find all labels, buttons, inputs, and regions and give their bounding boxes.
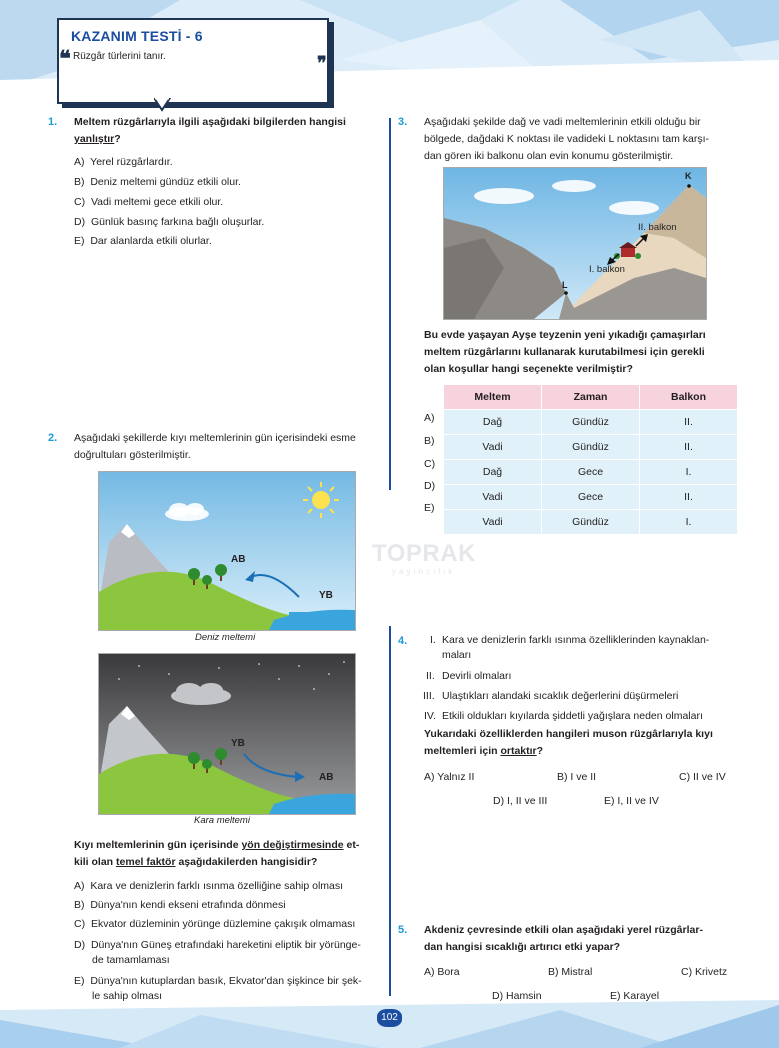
row-letter-c: C) — [424, 458, 436, 470]
item-text: Ulaştıkları alandaki sıcaklık değerlerini düşürmeleri — [442, 690, 679, 702]
row-letter-e: E) — [424, 502, 435, 514]
option-a[interactable]: A) Bora — [424, 966, 460, 978]
balcony-2-label: II. balkon — [638, 222, 677, 233]
table-row[interactable]: Vadi Gündüz II. — [444, 435, 738, 460]
option-a[interactable]: A) Kara ve denizlerin farklı ısınma özelliğine sahip olması — [74, 880, 344, 892]
balcony-1-label: I. balkon — [589, 264, 625, 275]
low-pressure-label: YB — [231, 738, 245, 749]
point-l-label: L — [562, 280, 568, 290]
row-letter-b: B) — [424, 435, 435, 447]
option-d[interactable]: D) I, II ve III — [493, 795, 548, 807]
option-e[interactable]: E) Karayel — [610, 990, 660, 1002]
table-header: Zaman — [542, 385, 640, 410]
wind-arrow-icon — [99, 654, 355, 814]
page-number: 102 — [377, 1009, 402, 1027]
answer-table — [443, 384, 738, 535]
table-row[interactable]: Vadi Gece II. — [444, 485, 738, 510]
item-text: Kara ve denizlerin farklı ısınma özelliklerinden kaynaklan- maları — [442, 634, 710, 661]
question-stem: Meltem rüzgârlarıyla ilgili aşağıdaki bilgilerden hangisi — [74, 116, 346, 128]
question-stem-emphasis: yanlıştır — [74, 133, 115, 145]
option-d[interactable]: D) Hamsin — [492, 990, 542, 1002]
column-divider — [389, 626, 391, 996]
wind-arrow-icon — [99, 472, 355, 630]
option-c[interactable]: C) II ve IV — [679, 771, 726, 783]
low-pressure-label: YB — [319, 590, 333, 601]
question-intro: Aşağıdaki şekillerde kıyı meltemlerinin gün içerisindeki esme — [74, 432, 356, 444]
item-text: Etkili oldukları kıyılarda şiddetli yağışlara neden olmaları — [442, 710, 703, 722]
item-text: Devirli olmaları — [442, 670, 512, 682]
test-title: KAZANIM TESTİ - 6 — [71, 28, 203, 44]
speech-tail-icon — [154, 98, 174, 112]
row-letter-a: A) — [424, 412, 435, 424]
roman-numeral: II. — [426, 670, 435, 682]
test-subtitle: Rüzgâr türlerini tanır. — [73, 51, 166, 62]
row-letter-d: D) — [424, 480, 436, 492]
question-number: 4. — [398, 635, 408, 647]
roman-numeral: III. — [423, 690, 435, 702]
point-k-label: K — [685, 171, 692, 181]
option-e[interactable]: E) I, II ve IV — [604, 795, 659, 807]
column-divider — [389, 118, 391, 490]
table-header: Balkon — [640, 385, 738, 410]
test-header — [57, 18, 329, 104]
option-b[interactable]: B) I ve II — [557, 771, 597, 783]
table-row[interactable]: Dağ Gündüz II. — [444, 410, 738, 435]
option-a[interactable]: A) Yerel rüzgârlardır. — [74, 156, 173, 168]
question-number: 1. — [48, 116, 58, 128]
option-e[interactable]: E) Dar alanlarda etkili olurlar. — [74, 235, 212, 247]
option-a[interactable]: A) Yalnız II — [424, 771, 475, 783]
question-2-stem: Kıyı meltemlerinin gün içerisinde yön değiştirmesinde et- kili olan temel faktör aşağıdakilerden hangisidir? — [74, 839, 360, 868]
publisher-watermark: TOPRAK — [372, 540, 476, 567]
point-marker-icon — [444, 168, 706, 319]
mountain-valley-figure — [443, 167, 707, 320]
question-3-stem: Bu evde yaşayan Ayşe teyzenin yeni yıkadığı çamaşırları meltem rüzgârlarını kullanarak kurutabilmesi için gerekli olan koşullar hangi seçenekte verilmiştir? — [424, 329, 706, 375]
table-row[interactable]: Vadi Gündüz I. — [444, 510, 738, 535]
roman-numeral: I. — [430, 634, 436, 646]
quote-close-icon: ❞ — [317, 53, 327, 73]
high-pressure-label: AB — [319, 772, 334, 783]
table-header: Meltem — [444, 385, 542, 410]
question-number: 3. — [398, 116, 408, 128]
quote-open-icon: ❝ — [59, 46, 71, 71]
roman-numeral: IV. — [424, 710, 436, 722]
question-intro: doğrultuları gösterilmiştir. — [74, 449, 191, 461]
table-row[interactable]: Dağ Gece I. — [444, 460, 738, 485]
option-d[interactable]: D) Günlük basınç farkına bağlı oluşurlar. — [74, 216, 265, 228]
option-c[interactable]: C) Krivetz — [681, 966, 728, 978]
question-mark: ? — [114, 133, 121, 145]
option-c[interactable]: C) Ekvator düzleminin yörünge düzlemine çakışık olmaması — [74, 918, 356, 930]
question-number: 2. — [48, 432, 58, 444]
option-d[interactable]: D) Dünya'nın Güneş etrafındaki hareketini eliptik bir yörünge- de tamamlaması — [74, 939, 361, 966]
option-e[interactable]: E) Dünya'nın kutuplardan basık, Ekvator'dan şişkince bir şek- le sahip olması — [74, 975, 362, 1002]
option-c[interactable]: C) Vadi meltemi gece etkili olur. — [74, 196, 224, 208]
option-b[interactable]: B) Dünya'nın kendi ekseni etrafında dönmesi — [74, 899, 286, 911]
question-4-stem: Yukarıdaki özelliklerden hangileri muson rüzgârlarıyla kıyı meltemleri için ortaktır? — [424, 728, 713, 757]
option-b[interactable]: B) Mistral — [548, 966, 593, 978]
land-breeze-figure — [98, 653, 356, 815]
figure-caption: Deniz meltemi — [195, 632, 256, 643]
high-pressure-label: AB — [231, 554, 246, 565]
question-number: 5. — [398, 924, 408, 936]
sea-breeze-figure — [98, 471, 356, 631]
publisher-watermark-sub: yayıncılık — [392, 567, 456, 576]
figure-caption: Kara meltemi — [194, 815, 250, 826]
table-header-row — [444, 385, 738, 410]
option-b[interactable]: B) Deniz meltemi gündüz etkili olur. — [74, 176, 241, 188]
